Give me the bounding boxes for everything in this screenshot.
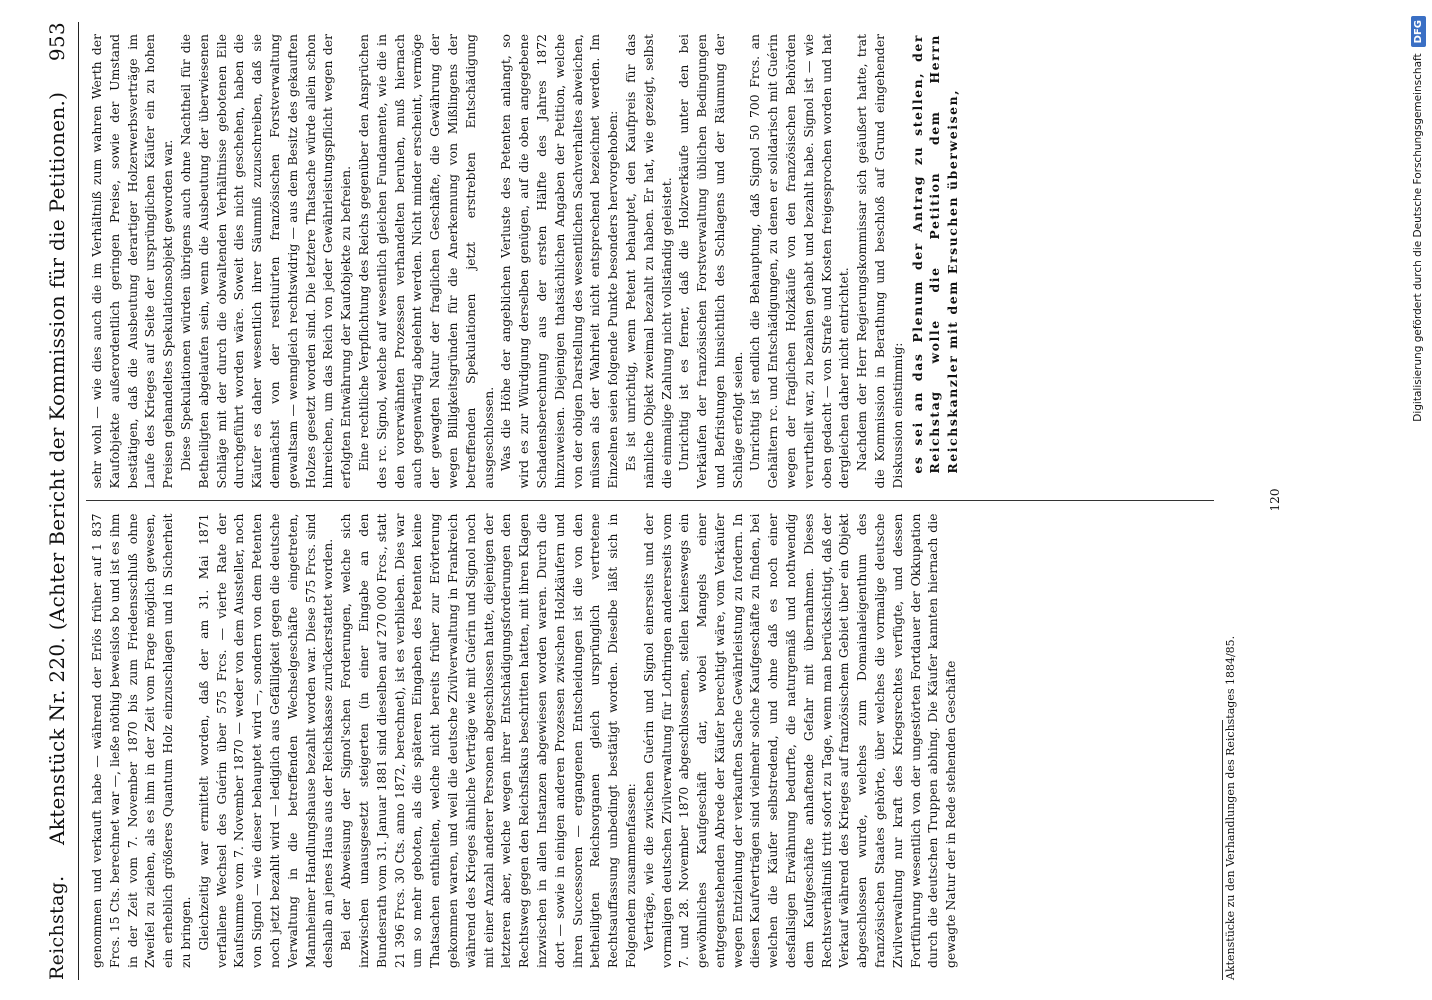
paragraph: sehr wohl — wie dies auch die im Verhältniß zum wahren Werth der Kaufobjekte außerordentlich geringen Preise, sowie der Umstand bestätigen, daß die Ausbeutung derartiger Holzerwerbsverträge im Laufe des Krieges auf Seite der ursprünglichen Käufer ein zu hohen Preisen gehandeltes Spekulationsobjekt geworden war. bbox=[89, 34, 176, 489]
header-left: Reichstag. bbox=[46, 875, 68, 980]
paragraph: Was die Höhe der angeblichen Verluste des Petenten anlangt, so wird es zur Würdigung derselben genügen, auf die oben angegebene Schadensberechnung aus der ersten Hälfte des Jahres 1872 hinzuweisen. Diejenigen thatsächlichen Angaben der Petition, welche von der obigen Darstellung des wesentlichen Sachverhaltes abweichen, müssen als der Wahrheit nicht entsprechend bezeichnet werden. Im Einzelnen seien folgende Punkte besonders hervorgehoben: bbox=[498, 34, 621, 489]
right-column bbox=[86, 22, 1214, 501]
footnote: Aktenstücke zu den Verhandlungen des Reichstages 1884/85. bbox=[1224, 635, 1237, 980]
paragraph: Unrichtig ist es ferner, daß die Holzverkäufe unter den bei Verkäufen der französischen Forstverwaltung üblichen Bedingungen und Befristungen hinsichtlich des Schlagens und der Räumung der Schläge erfolgt seien. bbox=[676, 34, 745, 489]
paragraph: genommen und verkauft habe — während der Erlös früher auf 1 837 Frcs. 15 Cts. berechnet war —, ließe nöthig beweislos bo und ist es ihm in der Zeit vom 7. November 1870 bis zum Friedensschluß ohne Zweifel zu ziehen, als es ihm in der Zeit vom Frage möglich gewesen, ein erheblich größeres Quantum Holz einzuschlagen und in Sicherheit zu bringen. bbox=[89, 513, 193, 968]
dfg-logo: DFG bbox=[1411, 16, 1426, 47]
paragraph: Bei der Abweisung der Signol'schen Forderungen, welche sich inzwischen unausgesetzt steigerten (in einer Eingabe an den Bundesrath vom 31. Januar 1881 sind dieselben auf 270 000 Frcs., statt 21 396 Frcs. 30 Cts. anno 1872, berechnet), ist es verblieben. Dies war um so mehr geboten, als die späteren Eingaben des Petenten keine Thatsachen enthielten, welche nicht bereits früher zur Erörterung gekommen waren, und weil die deutsche Zivilverwaltung in Frankreich während des Krieges ähnliche Verträge wie mit Guérin und Signol noch mit einer Anzahl anderer Personen abgeschlossen hatte, diejenigen der letzteren aber, welche wegen ihrer Entschädigungsforderungen den Rechtsweg gegen den Reichsfiskus beschritten hatten, mit ihren Klagen inzwischen in allen Instanzen abgewiesen worden waren. Durch die dort — sowie in einigen anderen Prozessen zwischen Holzkäufern und ihren Successoren — ergangenen Entscheidungen ist die von den betheiligten Reichsorganen gleich ursprünglich vertretene Rechtsauffassung unbedingt bestätigt worden. Dieselbe läßt sich in Folgendem zusammenfassen: bbox=[338, 513, 638, 968]
resolution-text: es sei an das Plenum der Antrag zu stellen, der Reichstag wolle die Petition dem Herrn Reichskanzler mit dem Ersuchen überweisen, bbox=[909, 34, 961, 474]
paragraph: Nachdem der Herr Regierungskommissar sich geäußert hatte, trat die Kommission in Berathung und beschloß auf Grund eingehender Diskussion einstimmig: bbox=[854, 34, 905, 489]
page-number: 953 bbox=[45, 22, 69, 62]
paragraph: Eine rechtliche Verpflichtung des Reichs gegenüber den Ansprüchen des rc. Signol, welche auf wesentlich gleichen Fundamente, wie die in den vorerwähnten Prozessen verhandelten beruhen, muß hiernach auch gegenwärtig abgelehnt werden. Nicht minder erscheint, vermöge der gewagten Natur der fraglichen Geschäfte, die Gewährung der wegen Billigkeitsgründen für die Anerkennung von Mißlingens der betreffenden Spekulationen jetzt erstrebten Entschädigung ausgeschlossen. bbox=[355, 34, 496, 489]
paragraph: Diese Spekulationen würden übrigens auch ohne Nachtheil für die Betheiligten abgelaufen sein, wenn die Ausbeutung der überwiesenen Schläge mit der durch die obwaltenden Verhältnisse gebotenen Eile durchgeführt worden wäre. Soweit dies nicht geschehen, haben die Käufer es daher wesentlich ihrer Säumniß zuzuschreiben, daß sie demnächst von der restituirten französischen Forstverwaltung gewaltsam — wenngleich rechtswidrig — aus dem Besitz des gekauften Holzes gesetzt worden sind. Die letztere Thatsache würde allein schon hinreichen, um das Reich von jeder Gewährleistungspflicht wegen der erfolgten Entwährung der Kaufobjekte zu befreien. bbox=[177, 34, 354, 489]
two-column-body bbox=[86, 22, 1214, 980]
paragraph: Verträge, wie die zwischen Guérin und Signol einerseits und der vormaligen deutschen Zivilverwaltung für Lothringen andererseits vom 7. und 28. November 1870 abgeschlossenen, stellen keineswegs ein gewöhnliches Kaufgeschäft dar, wobei Mangels einer entgegenstehenden Abrede der Käufer berechtigt wäre, vom Verkäufer wegen Entziehung der verkauften Sache Gewährleistung zu fordern. In diesen Kaufverträgen sind vielmehr solche Kaufgeschäfte zu finden, bei welchen die Käufer selbstredend, und ohne daß es noch einer desfallsigen Erwähnung bedurfte, die naturgemäß und nothwendig dem Kaufgeschäfte anhaftende Gefahr mit übernahmen. Dieses Rechtsverhältniß tritt sofort zu Tage, wenn man berücksichtigt, daß der Verkauf während des Krieges auf französischem Gebiet über ein Objekt abgeschlossen wurde, welches zum Domainaleigenthum des französischen Staates gehörte, über welches die vormalige deutsche Zivilverwaltung nur kraft des Kriegsrechtes verfügte, und dessen Fortführung wesentlich von der ungestörten Fortdauer der Okkupation durch die deutschen Truppen abhing. Die Käufer kannten hiernach die gewagte Natur der in Rede stehenden Geschäfte bbox=[640, 513, 959, 968]
digitization-notice: Digitalisierung gefördert durch die Deutsche Forschungsgemeinschaft bbox=[1412, 53, 1424, 422]
running-head bbox=[40, 22, 74, 980]
folio-number: 120 bbox=[1268, 488, 1282, 512]
footnote-rule bbox=[1222, 720, 1223, 980]
digitization-notice-bar bbox=[1406, 0, 1430, 1000]
paragraph: Unrichtig ist endlich die Behauptung, daß Signol 50 700 Frcs. an Gehältern rc. und Entschädigungen, zu denen er solidarisch mit Guérin wegen der fraglichen Holzkäufe von den französischen Behörden verurtheilt war, zu bezahlen gehabt und bezahlt habe. Signol ist — wie oben gedacht — von Strafe und Kosten freigesprochen worden und hat dergleichen daher nicht entrichtet. bbox=[747, 34, 852, 489]
paragraph: Es ist unrichtig, wenn Petent behauptet, den Kaufpreis für das nämliche Objekt zweimal bezahlt zu haben. Er hat, wie gezeigt, selbst die einmalige Zahlung nicht vollständig geleistet. bbox=[622, 34, 674, 489]
left-column bbox=[86, 501, 1214, 981]
header-title: Aktenstück Nr. 220. (Achter Bericht der Kommission für die Petitionen.) bbox=[45, 91, 69, 845]
header-rule bbox=[78, 22, 79, 980]
paragraph: Gleichzeitig war ermittelt worden, daß der am 31. Mai 1871 verfallene Wechsel des Guérin über 575 Frcs. — vierte Rate der Kaufsumme vom 7. November 1870 — weder von dem Aussteller, noch von Signol — wie dieser behauptet wird —, sondern von dem Petenten noch jetzt bezahlt wird — lediglich aus Gefälligkeit gegen die deutsche Verwaltung in die betreffenden Wechselgeschäfte eingetreten, Mannheimer Handlungshause bezahlt worden war. Diese 575 Frcs. sind deshalb an jenes Haus aus der Reichskasse zurückerstattet worden. bbox=[195, 513, 336, 968]
